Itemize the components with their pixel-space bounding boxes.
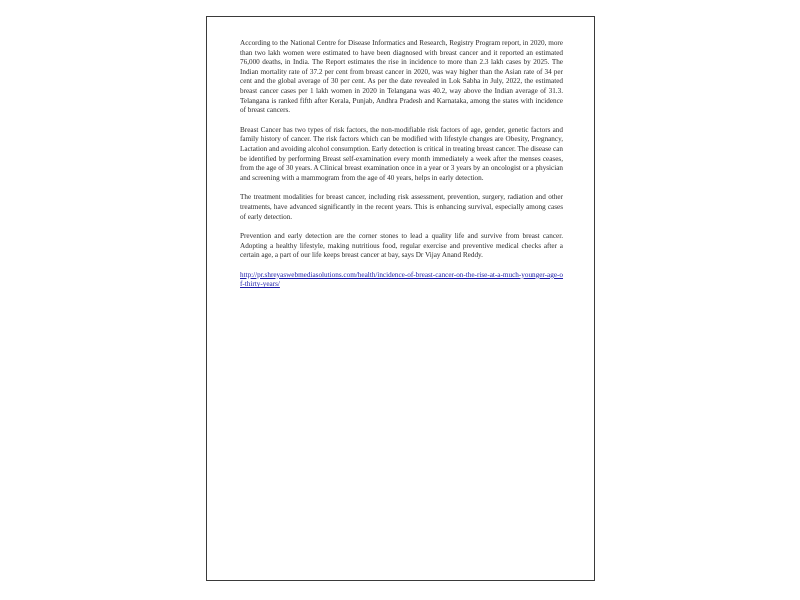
document-page [206, 16, 595, 581]
paragraph-treatment: The treatment modalities for breast cancer, including risk assessment, prevention, surgery, radiation and other treatments, have advanced significantly in the recent years. This is enhancing survival, especially among cases of early detection. [240, 193, 563, 221]
document-body [240, 39, 563, 290]
source-link[interactable]: http://pr.shreyaswebmediasolutions.com/health/incidence-of-breast-cancer-on-the-rise-at-a-much-younger-age-of-thirty-years/ [240, 270, 564, 289]
paragraph-prevention: Prevention and early detection are the corner stones to lead a quality life and survive from breast cancer. Adopting a healthy lifestyle, making nutritious food, regular exercise and preventive medical checks after a certain age, a part of our life keeps breast cancer at bay, says Dr Vijay Anand Reddy. [240, 232, 563, 260]
paragraph-statistics: According to the National Centre for Disease Informatics and Research, Registry Program report, in 2020, more than two lakh women were estimated to have been diagnosed with breast cancer and it reported an estimated 76,000 deaths, in India. The Report estimates the rise in incidence to more than 2.3 lakh cases by 2025. The Indian mortality rate of 37.2 per cent from breast cancer in 2020, was way higher than the Asian rate of 34 per cent and the global average of 30 per cent. As per the date revealed in Lok Sabha in July, 2022, the estimated breast cancer cases per 1 lakh women in 2020 in Telangana was 40.2, way above the Indian average of 31.3. Telangana is ranked fifth after Kerala, Punjab, Andhra Pradesh and Karnataka, among the states with incidence of breast cancers. [240, 39, 563, 115]
paragraph-risk-factors: Breast Cancer has two types of risk factors, the non-modifiable risk factors of age, gender, genetic factors and family history of cancer. The risk factors which can be modified with lifestyle changes are Obesity, Pregnancy, Lactation and avoiding alcohol consumption. Early detection is critical in treating breast cancer. The disease can be identified by performing Breast self-examination every month immediately a week after the menses ceases, from the age of 30 years. A Clinical breast examination once in a year or 3 years by an oncologist or a physician and screening with a mammogram from the age of 40 years, helps in early detection. [240, 125, 563, 182]
